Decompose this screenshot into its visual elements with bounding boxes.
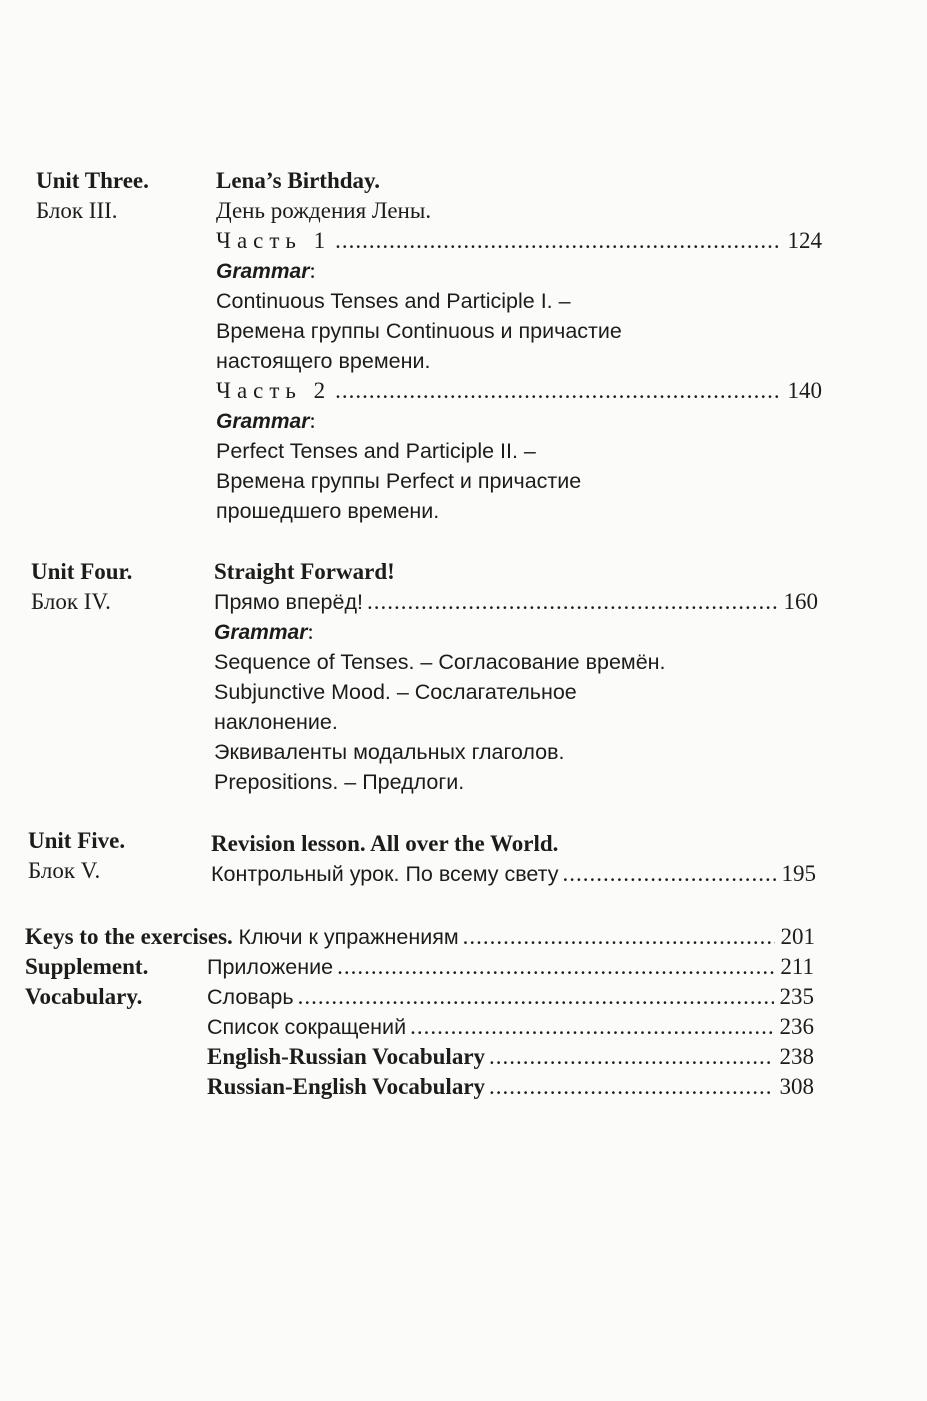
unit-label-ru: Блок V. [28,858,101,883]
page-number: 140 [787,378,822,403]
grammar-label: Grammar [216,410,310,433]
unit-four-heading [31,557,211,617]
grammar-line: Эквиваленты модальных глаголов. [214,740,565,764]
leader-dots [337,952,774,982]
toc-entry-part-1[interactable] [216,226,822,256]
toc-entry-unit-five[interactable] [211,859,816,889]
leader-dots [367,587,778,617]
grammar-line: прошедшего времени. [216,499,440,523]
page-number: 235 [779,984,814,1009]
unit-title: Straight Forward! [214,559,395,584]
grammar-line: Sequence of Tenses. – Согласование времён. [214,650,666,674]
toc-entry-abbreviations[interactable] [207,1012,814,1042]
page-number: 308 [779,1074,814,1099]
supplement-label: Supplement. [25,954,149,979]
entry-label: Часть 1 [216,228,332,253]
unit-three-contents: Lena’s Birthday. День рождения Лены. Часть 1 ..... 124 Grammar: Continuous Tenses and Participle I. – Времена группы Continuous и причастие настоящего времени. Часть 2 ..... 140 Grammar: Perfect Tenses and Participle II. – Времена группы Perfect и причастие прошедшего времени. [216,166,822,526]
entry-label: Словарь [207,985,294,1009]
entry-label: Прямо вперёд! [214,590,363,614]
page-number: 236 [779,1014,814,1039]
page-number: 124 [787,228,822,253]
entry-label: Russian-English Vocabulary [207,1074,486,1099]
unit-label-ru: Блок IV. [31,589,111,614]
toc-entry-keys[interactable] [25,922,815,952]
unit-title: Lena’s Birthday. [216,168,381,193]
unit-three-heading [36,166,216,226]
page-number: 238 [779,1044,814,1069]
leader-dots [489,1072,773,1102]
vocabulary-label: Vocabulary. [25,984,143,1009]
toc-entry-vocabulary[interactable] [207,982,814,1012]
entry-label: Часть 2 [216,378,332,403]
entry-label: Список сокращений [207,1015,407,1039]
entry-label: Контрольный урок. По всему свету [211,862,559,886]
leader-dots [463,922,775,952]
toc-entry-part-2[interactable] [216,376,822,406]
unit-label-en: Unit Five. [28,828,126,853]
entry-label-ru: Ключи к упражнениям [238,925,459,949]
grammar-line: Времена группы Perfect и причастие [216,469,582,493]
toc-entry-english-russian[interactable] [207,1042,814,1072]
grammar-line: Времена группы Continuous и причастие [216,319,622,343]
grammar-line: наклонение. [214,710,338,734]
grammar-label: Grammar [214,621,308,644]
back-matter-entries [207,952,814,1102]
grammar-line: Perfect Tenses and Participle II. – [216,439,536,463]
unit-label-en: Unit Four. [31,559,133,584]
leader-dots [410,1012,773,1042]
page-number: 160 [783,589,818,614]
unit-label-en: Unit Three. [36,168,149,193]
grammar-label: Grammar [216,260,310,283]
grammar-line: настоящего времени. [216,349,431,373]
leader-dots [298,982,774,1012]
grammar-line: Continuous Tenses and Participle I. – [216,289,571,313]
unit-five-heading [28,826,208,886]
leader-dots [335,376,781,406]
toc-entry-russian-english[interactable] [207,1072,814,1102]
back-matter-labels [25,952,205,1012]
leader-dots [489,1042,773,1072]
unit-five-contents [211,829,816,889]
page-number: 195 [781,861,816,886]
entry-label: Приложение [207,955,334,979]
unit-subtitle: День рождения Лены. [216,198,432,223]
toc-entry-unit-four[interactable] [214,587,818,617]
grammar-line: Prepositions. – Предлоги. [214,770,465,794]
page-number: 201 [780,924,815,949]
entry-label: English-Russian Vocabulary [207,1044,486,1069]
entry-label-en: Keys to the exercises. [25,924,233,949]
unit-four-contents: Straight Forward! Прямо вперёд! ..... 160 Grammar: Sequence of Tenses. – Согласование времён. Subjunctive Mood. – Сослагательное наклонение. Эквиваленты модальных глаголов. Prepositions. – Предлоги. [214,557,818,797]
page-number: 211 [780,954,814,979]
leader-dots [335,226,781,256]
toc-entry-supplement[interactable] [207,952,814,982]
unit-title: Revision lesson. All over the World. [211,831,559,856]
grammar-line: Subjunctive Mood. – Сослагательное [214,680,577,704]
leader-dots [563,859,776,889]
unit-label-ru: Блок III. [36,198,118,223]
